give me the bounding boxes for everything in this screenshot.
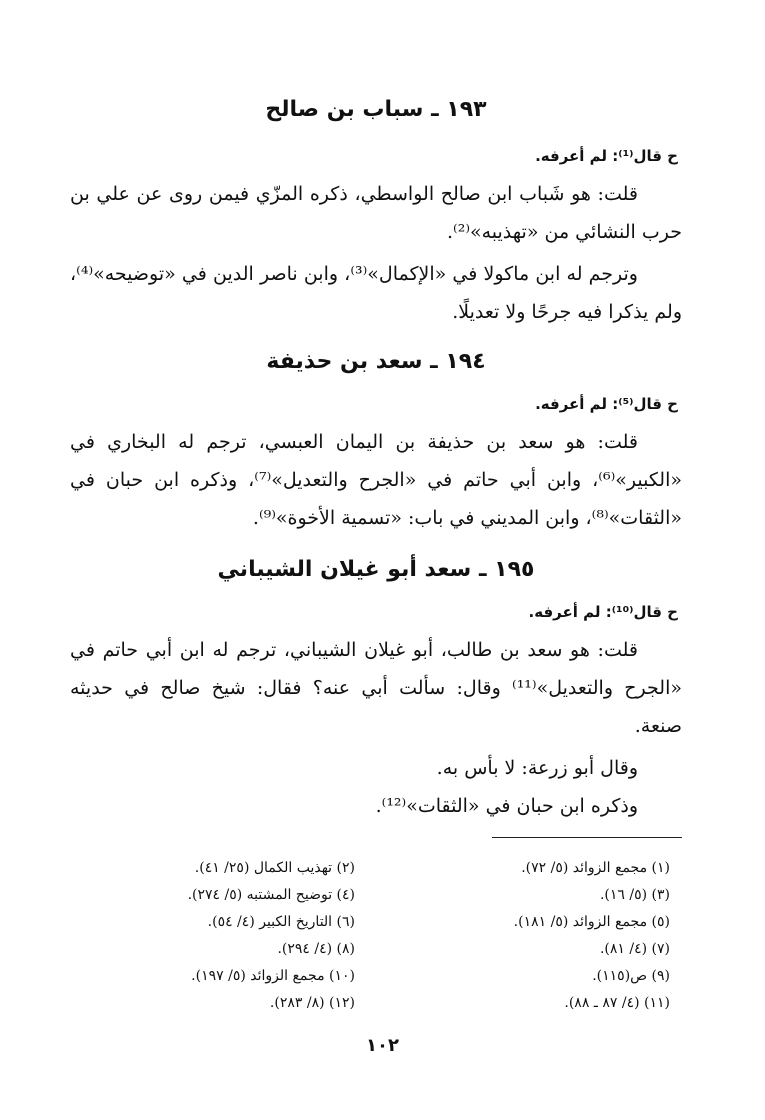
footnote-item: (٦) التاريخ الكبير (٤/ ٥٤). [207, 914, 355, 930]
entry-qal: ح قال⁽⁵⁾: لم أعرفه. [535, 395, 678, 413]
footnote-item: (١٠) مجمع الزوائد (٥/ ١٩٧). [191, 968, 355, 984]
footnote-item: (١) مجمع الزوائد (٥/ ٧٢). [521, 860, 670, 876]
footnote-item: (٢) تهذيب الكمال (٢٥/ ٤١). [194, 860, 355, 876]
footnote-item: (٣) (٥/ ١٦). [599, 887, 670, 903]
footnote-item: (٨) (٤/ ٢٩٤). [277, 941, 355, 957]
entry-heading: ١٩٥ ـ سعد أبو غيلان الشيباني [217, 557, 535, 582]
footnote-item: (٧) (٤/ ٨١). [599, 941, 670, 957]
entry-paragraph: قلت: هو سعد بن حذيفة بن اليمان العبسي، ترجم له البخاري في «الكبير»⁽⁶⁾، وابن أبي حاتم في «الجرح والتعديل»⁽⁷⁾، وذكره ابن حبان في «الثقات»⁽⁸⁾، وابن المديني في باب: «تسمية الأخوة»⁽⁹⁾. [70, 431, 683, 529]
entry-qal: ح قال⁽¹⁰⁾: لم أعرفه. [528, 603, 678, 621]
entry-paragraph: قلت: هو شَباب ابن صالح الواسطي، ذكره المزّي فيمن روى عن علي بن حرب النشائي من «تهذيبه»⁽²⁾. [70, 183, 682, 243]
footnote-divider [492, 837, 682, 838]
entry-heading: ١٩٣ ـ سباب بن صالح [265, 97, 487, 122]
entry-heading: ١٩٤ ـ سعد بن حذيفة [266, 349, 486, 374]
footnote-item: (١١) (٤/ ٨٧ ـ ٨٨). [564, 995, 670, 1011]
footnote-item: (٤) توضيح المشتبه (٥/ ٢٧٤). [187, 887, 355, 903]
footnote-item: (٥) مجمع الزوائد (٥/ ١٨١). [513, 914, 670, 930]
entry-paragraph: قلت: هو سعد بن طالب، أبو غيلان الشيباني، ترجم له ابن أبي حاتم في «الجرح والتعديل»⁽¹¹⁾ وقال: سألت أبي عنه؟ فقال: شيخ صالح في حديثه صنعة. [70, 639, 682, 737]
entry-paragraph: وذكره ابن حبان في «الثقات»⁽¹²⁾. [375, 795, 638, 817]
footnotes [80, 855, 670, 1017]
footnote-item: (٩) ص(١١٥). [592, 968, 670, 984]
page-number: ١٠٢ [366, 1035, 399, 1056]
footnote-item: (١٢) (٨/ ٢٨٣). [269, 995, 355, 1011]
entry-paragraph: وترجم له ابن ماكولا في «الإكمال»⁽³⁾، وابن ناصر الدين في «توضيحه»⁽⁴⁾، ولم يذكرا فيه جرحًا ولا تعديلًا. [70, 263, 682, 323]
entry-paragraph: وقال أبو زرعة: لا بأس به. [436, 757, 638, 779]
page-body [70, 95, 682, 838]
entry-qal: ح قال⁽¹⁾: لم أعرفه. [535, 147, 678, 165]
